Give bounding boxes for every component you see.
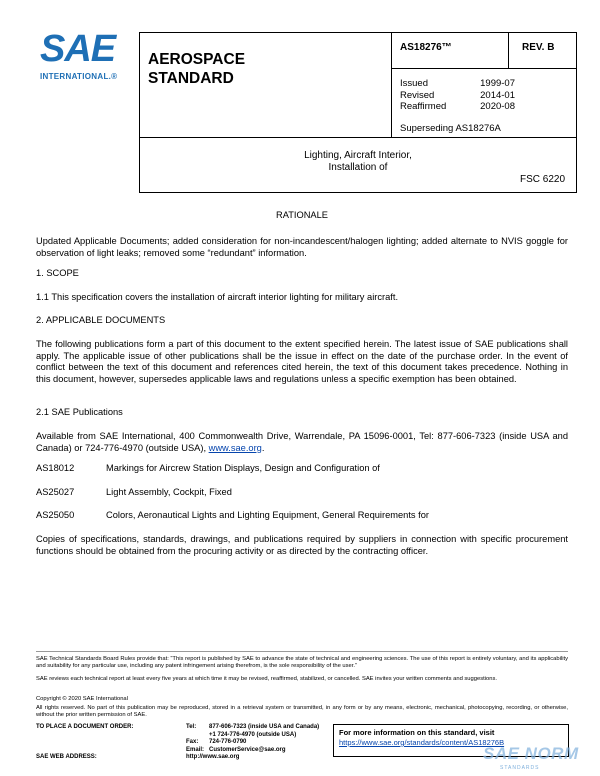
section-1-1-text: 1.1 This specification covers the installation of aircraft interior lighting for military aircraft. bbox=[36, 292, 399, 302]
footer-divider bbox=[36, 651, 568, 652]
applicable-documents-text: The following publications form a part of this document to the extent specified herein. The latest issue of SAE publications shall apply. The applicable issue of other publications shall be the issue in effect on the date of the purchase order. In the event of conflict between the text of this document and references cited herein, the text of this document takes precedence. Nothing in this document, however, supersedes applicable laws and regulations unless a specific exemption has been obtained. bbox=[36, 339, 568, 384]
sae-web-address[interactable]: http://www.sae.org bbox=[186, 754, 240, 761]
document-type: AEROSPACE STANDARD bbox=[148, 51, 246, 87]
watermark: SAE NORM bbox=[483, 744, 579, 763]
reference-item: AS25050 Colors, Aeronautical Lights and Lighting Equipment, General Requirements for bbox=[36, 510, 429, 520]
header-divider bbox=[391, 68, 577, 69]
watermark-subtext: STANDARDS bbox=[500, 765, 540, 771]
document-number: AS18276™ bbox=[400, 42, 452, 53]
revision-label: REV. B bbox=[522, 42, 555, 53]
standard-info-link[interactable]: https://www.sae.org/standards/content/AS18276B bbox=[339, 738, 505, 747]
rationale-heading: RATIONALE bbox=[275, 210, 328, 220]
reference-item: AS25027 Light Assembly, Cockpit, Fixed bbox=[36, 487, 232, 497]
section-applicable-heading: 2. APPLICABLE DOCUMENTS bbox=[36, 315, 166, 325]
section-2-1-heading: 2.1 SAE Publications bbox=[36, 407, 123, 417]
copies-text: Copies of specifications, standards, drawings, and publications required by suppliers in connection with specific procurement functions should be obtained from the procuring activity or as directed by the contracting officer. bbox=[36, 534, 568, 556]
more-info-box: For more information on this standard, visit https://www.sae.org/standards/content/AS18276B bbox=[333, 724, 569, 757]
rationale-text: Updated Applicable Documents; added consideration for non-incandescent/halogen lighting; added alternate to NVIS goggle for observation of light leaks; removed some “redundant” information. bbox=[36, 236, 568, 258]
section-scope-heading: 1. SCOPE bbox=[36, 268, 79, 278]
review-text: SAE reviews each technical report at least every five years at which time it may be revised, reaffirmed, stabilized, or cancelled. SAE invites your written comments and suggestions. bbox=[36, 676, 497, 682]
order-info: TO PLACE A DOCUMENT ORDER: Tel: 877-606-7323 (inside USA and Canada) +1 724-776-4970 (outside USA) Fax: 724-776-0790 Email: CustomerService@sae.org SAE WEB ADDRESS: http://www.sae.org bbox=[36, 724, 320, 761]
reference-item: AS18012 Markings for Aircrew Station Displays, Design and Configuration of bbox=[36, 463, 380, 473]
header-divider bbox=[391, 32, 392, 138]
document-subject: Lighting, Aircraft Interior, Installation of bbox=[304, 150, 412, 173]
sae-website-link[interactable]: www.sae.org bbox=[208, 442, 262, 453]
header-divider bbox=[508, 32, 509, 68]
sae-publications-text: Available from SAE International, 400 Commonwealth Drive, Warrendale, PA 15096-0001, Tel: 877-606-7323 (inside USA and Canada) or 724-776-4970 (outside USA), www.sae.org. bbox=[36, 431, 568, 453]
sae-logo: SAE bbox=[40, 28, 116, 70]
date-block: Issued 1999-07 Revised 2014-01 Reaffirmed 2020-08 bbox=[400, 78, 515, 112]
copyright-text: Copyright © 2020 SAE International bbox=[36, 696, 128, 702]
fsc-code: FSC 6220 bbox=[520, 174, 566, 185]
rights-text: All rights reserved. No part of this publication may be reproduced, stored in a retrieval system or transmitted, in any form or by any means, electronic, mechanical, photocopying, recording, or otherwise, without the prior written permission of SAE. bbox=[36, 705, 568, 719]
superseding-note: Superseding AS18276A bbox=[400, 123, 501, 134]
board-rules-text: SAE Technical Standards Board Rules provide that: “This report is published by SAE to advance the state of technical and engineering sciences. The use of this report is entirely voluntary, and its applicability and suitability for any particular use, including any patent infringement arising therefrom, is the sole responsibility of the user.” bbox=[36, 656, 568, 670]
sae-logo-subtext: INTERNATIONAL.® bbox=[40, 72, 118, 81]
